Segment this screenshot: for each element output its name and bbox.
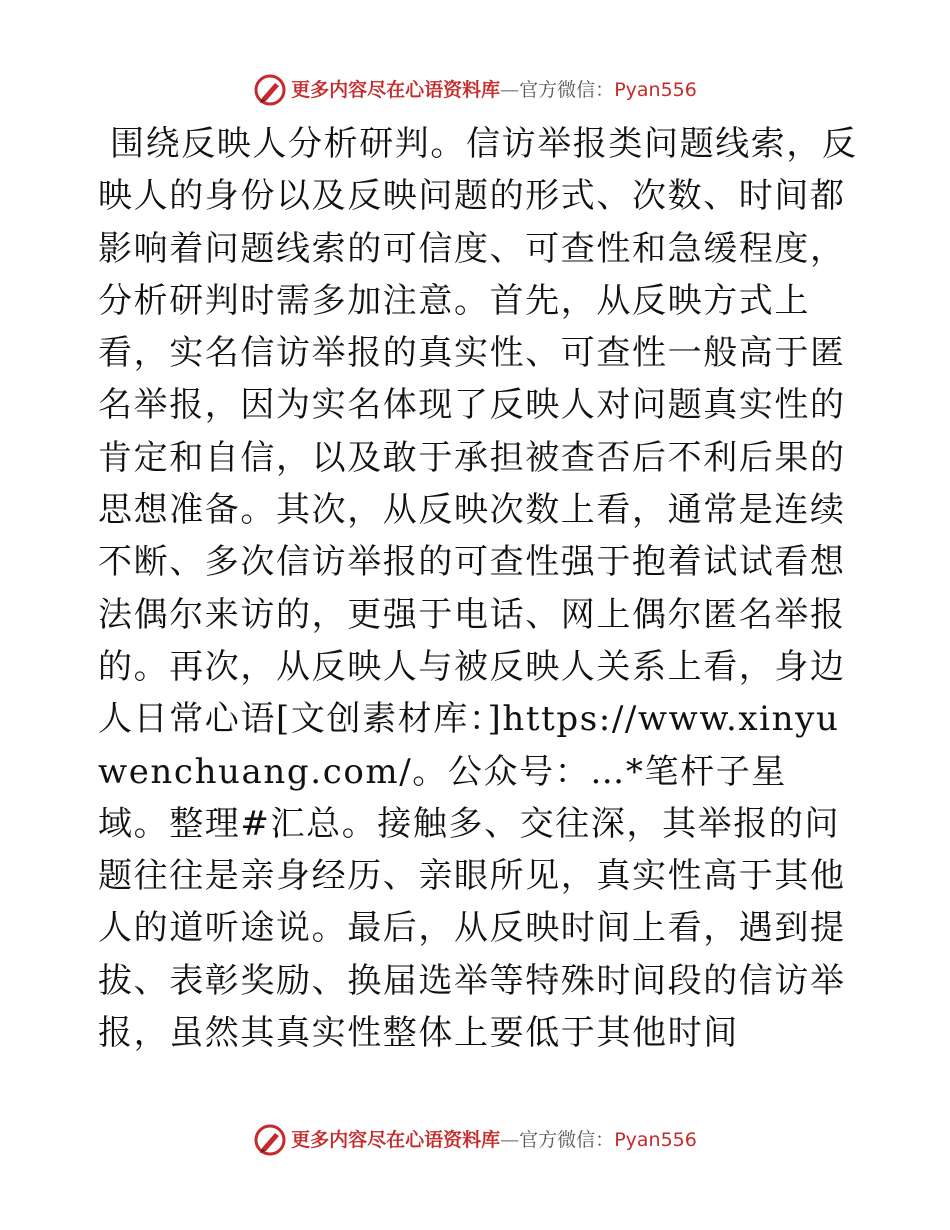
header-title: 更多内容尽在心语资料库 [291, 79, 501, 101]
header-wechat-id: Pyan556 [614, 79, 697, 101]
header-dash: — [500, 79, 520, 101]
footer-title: 更多内容尽在心语资料库 [291, 1129, 501, 1151]
footer-banner [0, 1120, 950, 1160]
footer-wechat-id: Pyan556 [614, 1129, 697, 1151]
footer-wechat-label: 官方微信： [519, 1129, 615, 1151]
header-wechat-label: 官方微信： [519, 79, 615, 101]
pen-logo-icon [253, 73, 287, 107]
body-paragraph: 围绕反映人分析研判。信访举报类问题线索，反映人的身份以及反映问题的形式、次数、时间都影响着问题线索的可信度、可查性和急缓程度，分析研判时需多加注意。首先，从反映方式上看，实名信访举报的真实性、可查性一般高于匿名举报，因为实名体现了反映人对问题真实性的肯定和自信，以及敢于承担被查否后不利后果的思想准备。其次，从反映次数上看，通常是连续不断、多次信访举报的可查性强于抱着试试看想法偶尔来访的，更强于电话、网上偶尔匿名举报的。再次，从反映人与被反映人关系上看，身边人日常心语[文创素材库：]https://www.xinyuwenchuang.com/。公众号：…*笔杆子星域。整理#汇总。接触多、交往深，其举报的问题往往是亲身经历、亲眼所见，真实性高于其他人的道听途说。最后，从反映时间上看，遇到提拔、表彰奖励、换届选举等特殊时间段的信访举报，虽然其真实性整体上要低于其他时间 [98, 124, 858, 1054]
header-banner [0, 70, 950, 110]
pen-logo-icon [253, 1123, 287, 1157]
footer-dash: — [500, 1129, 520, 1151]
